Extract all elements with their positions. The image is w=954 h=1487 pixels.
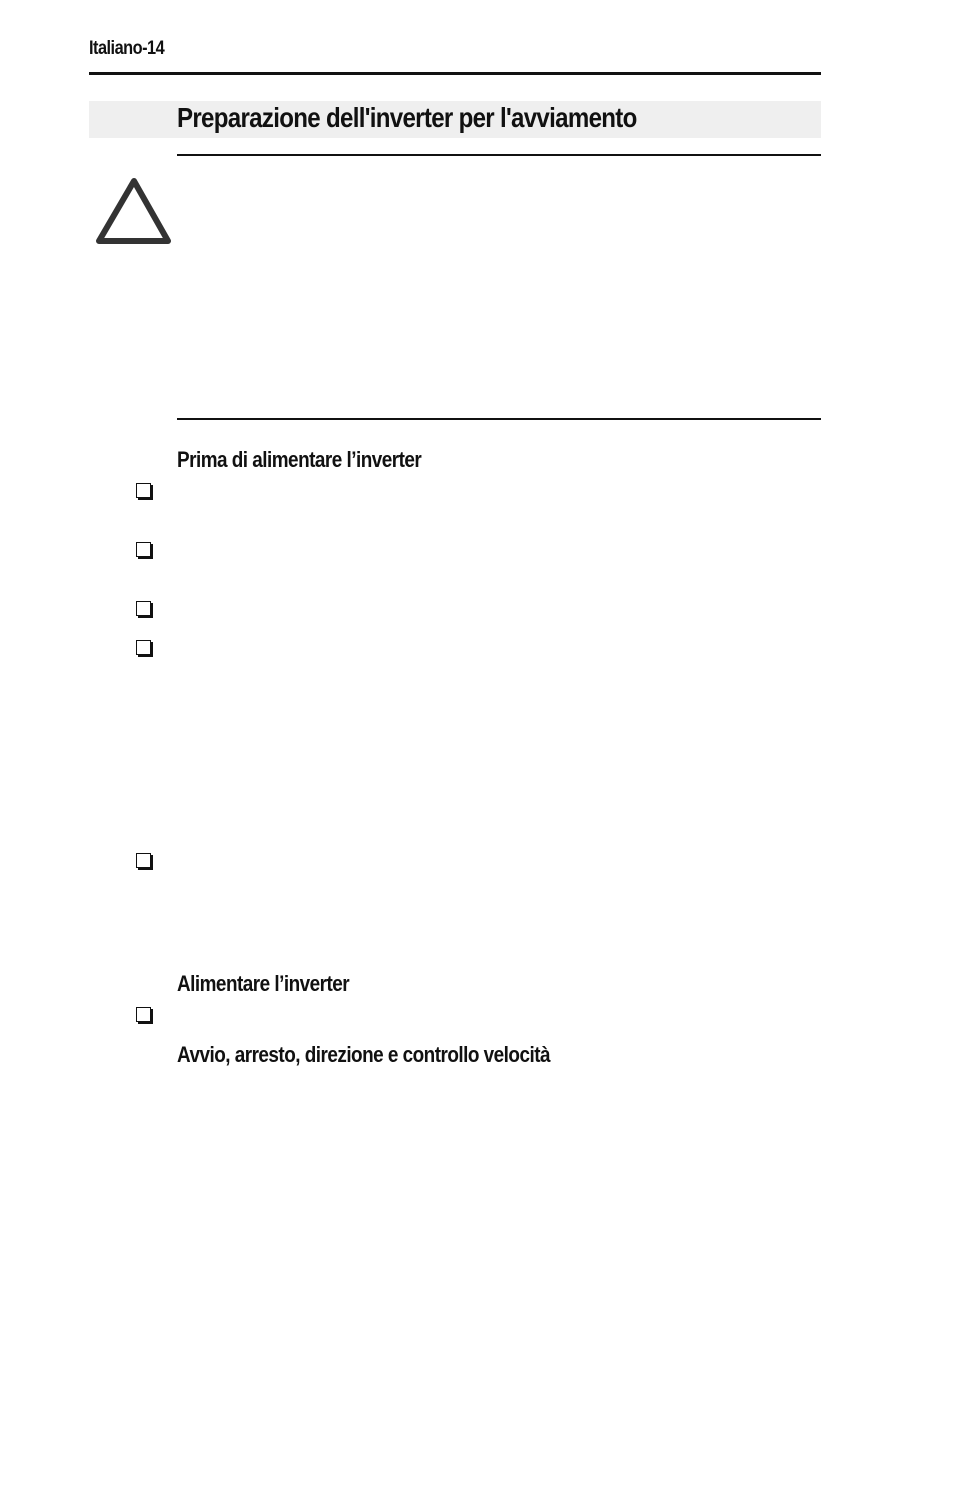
checkbox-icon[interactable] — [136, 542, 151, 557]
checkbox-icon[interactable] — [136, 1007, 151, 1022]
subheading-before-power: Prima di alimentare l’inverter — [177, 447, 422, 472]
checkbox-icon[interactable] — [136, 640, 151, 655]
title-divider — [177, 154, 821, 156]
section-title: Preparazione dell'inverter per l'avviamento — [177, 102, 637, 133]
checkbox-icon[interactable] — [136, 853, 151, 868]
checkbox-icon[interactable] — [136, 601, 151, 616]
warning-divider — [177, 418, 821, 420]
header-divider — [89, 72, 821, 75]
subheading-start-stop-control: Avvio, arresto, direzione e controllo velocità — [177, 1042, 550, 1067]
warning-triangle-icon — [95, 175, 173, 245]
page-number: Italiano-14 — [89, 38, 165, 59]
subheading-power-up: Alimentare l’inverter — [177, 971, 350, 996]
checkbox-icon[interactable] — [136, 483, 151, 498]
